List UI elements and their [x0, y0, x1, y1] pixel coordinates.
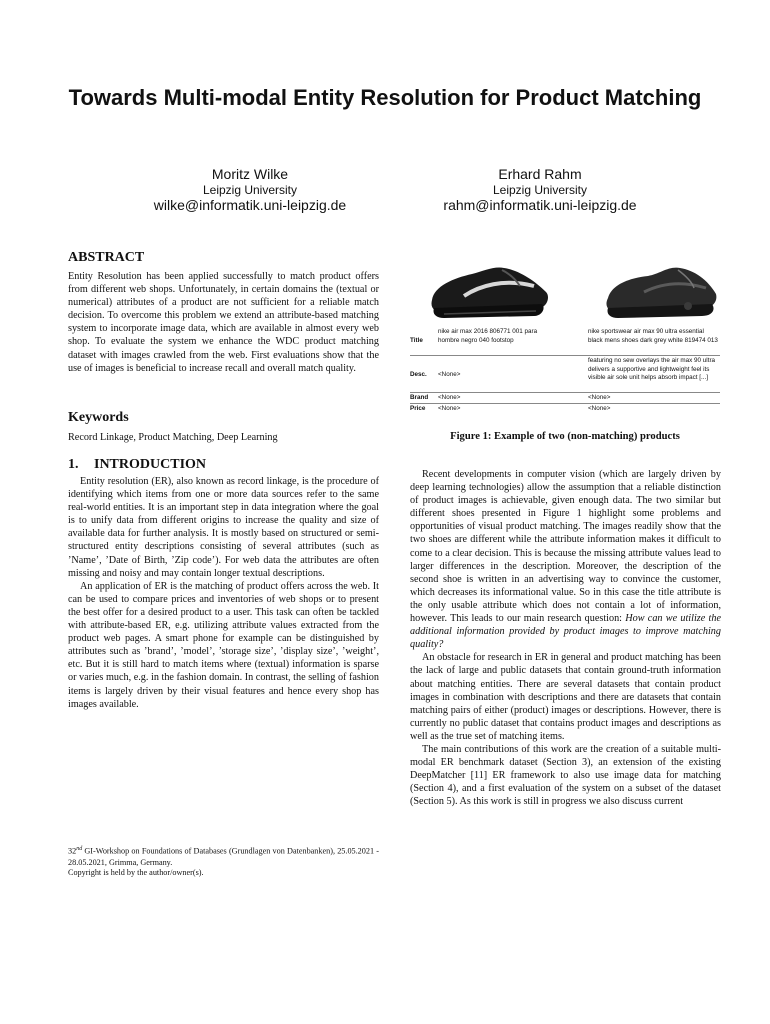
keywords-heading: Keywords	[68, 410, 129, 425]
body-paragraph-2: An obstacle for research in ER in general and product matching has been the lack of large and public datasets that contain ground-truth information about matching entities. There are several datasets that contain product images in combination with descriptions and there are datasets that contain matching pairs of either (product) images or descriptions. However, there is currently no public dataset that contains product images and descriptions as well as the true set of matching items.	[410, 652, 721, 742]
footnote-text: GI-Workshop on Foundations of Databases (Grundlagen von Datenbanken), 25.05.2021 - 28.05.2021, Grimma, Germany.	[68, 846, 379, 867]
introduction-text	[68, 475, 379, 711]
paragraph-text: Recent developments in computer vision (which are largely driven by deep learning technologies) allow the assumption that a reliable distinction of product images is achievable, given enough data. The two similar but different shoes presented in Figure 1 highlight some problems and opportunities of visual product matching. The images readily show that the two shoes are different while the attribute information makes it difficult to come to a clear decision. This is because the missing attribute values lead to larger differences in the description. Moreover, the description of the second shoe is written in an advertising way to convince the customer, which decreases its informational value. So in this case the title attribute is the only usable attribute which does not contain a lot of information, however. This leads to our main research question:	[410, 469, 721, 625]
author-name: Moritz Wilke	[211, 166, 289, 182]
product-1-brand: <None>	[438, 394, 461, 401]
abstract-paragraph: Entity Resolution has been applied successfully to match product offers from different web shops. Unfortunately, in certain domains the (textual or numerical) attributes of a product are not sufficient for a reliable match decision. To overcome this problem we extend an attribute-based matching system to incorporate image data, which are available in almost every web shop. To evaluate the system we enhance the WDC product matching dataset with images crawled from the web. First evaluations show that the use of images is beneficial to increase recall and overall match quality.	[68, 271, 379, 374]
product-2-brand: <None>	[588, 394, 611, 401]
paper-title: Towards Multi-modal Entity Resolution for Product Matching	[68, 85, 702, 110]
figure-caption: Figure 1: Example of two (non-matching) products	[450, 431, 680, 442]
product-2-desc: featuring no sew overlays the air max 90 ultra delivers a supportive and lightweight feel its visible air sole unit helps absorb impact [...]	[588, 357, 716, 382]
author-block-1	[100, 166, 400, 214]
footnote-copyright: Copyright is held by the author/owner(s).	[68, 868, 204, 878]
black-white-nike-air-max-shoe-image	[424, 256, 554, 326]
product-2-title: nike sportswear air max 90 ultra essential black mens shoes dark grey white 819474 013	[588, 328, 718, 344]
product-1-price: <None>	[438, 405, 461, 412]
right-column-text	[410, 468, 721, 808]
author-block-2	[390, 166, 690, 214]
author-affiliation: Leipzig University	[202, 183, 298, 197]
intro-paragraph-1: Entity resolution (ER), also known as record linkage, is the procedure of identifying which items from one or more data sources refer to the same real-world entities. It is an important step in data integration where the goal is to unify data from different origins to increase the quality and size of available data for further analysis. It is mostly based on structured or semi-structured entity descriptions consisting of several attributes (such as ’Name’, ’Date of Birth, ’Zip code’). For web data the attributes are often missing and noisy and may contain longer textual descriptions.	[68, 476, 379, 579]
row-label: Brand	[410, 394, 429, 401]
section-number: 1.	[68, 457, 79, 472]
table-divider	[410, 355, 720, 356]
table-divider	[410, 403, 720, 404]
row-label: Price	[410, 405, 426, 412]
product-1-desc: <None>	[438, 371, 461, 378]
product-1-title: nike air max 2016 806771 001 para hombre negro 040 footstop	[438, 328, 538, 344]
abstract-text	[68, 270, 379, 375]
footnote-superscript: nd	[76, 846, 83, 852]
body-paragraph-3: The main contributions of this work are the creation of a suitable multi-modal ER benchmark dataset (Section 3), an extension of the existing DeepMatcher [11] ER framework to also use image data for matching (Section 4), and a first evaluation of the system on a subset of the dataset (Section 5). As this work is still in progress we also discuss current	[410, 743, 721, 808]
research-question: How can we utilize the additional information provided by product images to improve matching quality?	[410, 613, 721, 651]
author-email: wilke@informatik.uni-leipzig.de	[153, 197, 347, 213]
section-heading-introduction	[68, 456, 206, 473]
row-label: Desc.	[410, 371, 427, 378]
table-divider	[410, 392, 720, 393]
intro-paragraph-2: An application of ER is the matching of product offers across the web. It can be used to compare prices and inventories of web shops or to present the best offer for a desired product to a user. This task can often be tackled with attribute-based ER, e.g. utilizing attribute values extracted from the product web pages. A smart phone for example can be distinguished by attributes such as ’brand’, ’model’, ’storage size’, ’display size’, ’weight’, etc. But it is still hard to match items where (textual) information is sparse or varies much, e.g. in the fashion domain. In contrast, the selling of fashion items is largely driven by their visual features and hence every shop has images available.	[68, 580, 379, 710]
row-label: Title	[410, 337, 423, 344]
product-2-price: <None>	[588, 405, 611, 412]
keywords-paragraph: Record Linkage, Product Matching, Deep Learning	[68, 432, 278, 443]
footnote-ordinal: 32	[68, 846, 77, 856]
dark-grey-nike-air-max-90-shoe-image	[594, 256, 724, 326]
author-affiliation: Leipzig University	[492, 183, 588, 197]
author-name: Erhard Rahm	[498, 166, 582, 182]
author-email: rahm@informatik.uni-leipzig.de	[443, 197, 637, 213]
keywords-text	[68, 431, 379, 444]
body-paragraph-1	[410, 468, 721, 651]
abstract-heading: ABSTRACT	[68, 250, 145, 265]
section-title: INTRODUCTION	[94, 457, 207, 472]
footnote	[68, 844, 379, 879]
